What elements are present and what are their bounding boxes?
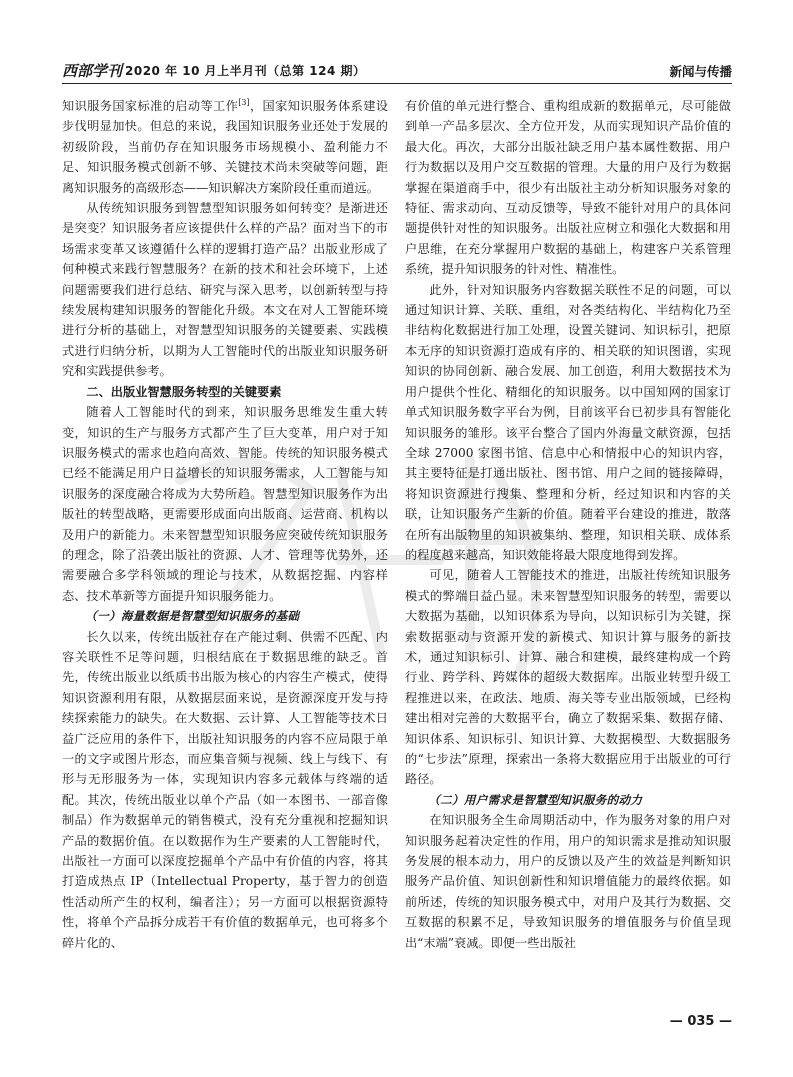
right-column xyxy=(405,96,731,953)
paragraph: 知识服务国家标准的启动等工作[3]，国家知识服务体系建设步伐明显加快。但总的来说，我国知识服务业还处于发展的初级阶段，当前仍存在知识服务市场规模小、盈利能力不足、知识服务模式创新不够、关键技术尚未突破等问题，距离知识服务的高级形态——知识解决方案阶段任重而道远。 xyxy=(62,97,389,195)
paragraph: 可见，随着人工智能技术的推进，出版社传统知识服务模式的弊端日益凸显。未来智慧型知识服务的转型，需要以大数据为基础，以知识体系为导向，以知识标引为关键，探索数据驱动与资源开发的新模式、知识计算与服务的新技术，通过知识标引、计算、融合和建模，最终建构成一个跨行业、跨学科、跨媒体的超级大数据库。出版业转型升级工程推进以来，在政法、地质、海关等专业出版领域，已经构建出相对完善的大数据平台，确立了数据采集、数据存储、知识体系、知识标引、知识计算、大数据模型、大数据服务的“七步法”原理，探索出一条将大数据应用于出版业的可行路径。 xyxy=(405,568,731,787)
paragraph: 随着人工智能时代的到来，知识服务思维发生重大转变，知识的生产与服务方式都产生了巨大变革，用户对于知识服务模式的需求也趋向高效、智能。传统的知识服务模式已经不能满足用户日益增长的知识服务需求，人工智能与知识服务的深度融合将成为大势所趋。智慧型知识服务作为出版社的转型战略，更需要形成面向出版商、运营商、机构以及用户的新能力。未来智慧型知识服务应突破传统知识服务的理念，除了沿袭出版社的资源、人才、管理等优势外，还需要融合多学科领域的理论与技术，从数据挖掘、内容样态、技术革新等方面提升知识服务能力。 xyxy=(62,405,388,603)
paragraph: 从传统知识服务到智慧型知识服务如何转变？是渐进还是突变？知识服务者应该提供什么样的产品？面对当下的市场需求变革又该遵循什么样的逻辑打造产品？出版业形成了何种模式来践行智慧服务？在新的技术和社会环境下，上述问题需要我们进行总结、研究与深入思考，以创新转型与持续发展构建知识服务的智能化升级。本文在对人工智能环境进行分析的基础上，对智慧型知识服务的关键要素、实践模式进行归纳分析，以期为人工智能时代的出版业知识服务研究和实践提供参考。 xyxy=(62,201,388,379)
paragraph: 在知识服务全生命周期活动中，作为服务对象的用户对知识服务起着决定性的作用，用户的知识需求是推动知识服务发展的根本动力，用户的反馈以及产生的效益是判断知识服务产品价值、知识创新性和知识增值能力的最终依据。如前所述，传统的知识服务模式中，对用户及其行为数据、交互数据的积累不足，导致知识服务的增值服务与价值呈现出“末端”衰减。即便一些出版社 xyxy=(405,813,731,950)
left-column xyxy=(62,96,388,953)
paragraph: 有价值的单元进行整合、重构组成新的数据单元，尽可能做到单一产品多层次、全方位开发，从而实现知识产品价值的最大化。再次，大部分出版社缺乏用户基本属性数据、用户行为数据以及用户交互数据的管理。大量的用户及行为数据掌握在渠道商手中，很少有出版社主动分析知识服务对象的特征、需求动向、互动反馈等，导致不能针对用户的具体问题提供针对性的知识服务。出版社应树立和强化大数据和用户思维，在充分掌握用户数据的基础上，构建客户关系管理系统，提升知识服务的针对性、精准性。 xyxy=(405,99,731,277)
section-heading: 二、出版业智慧服务转型的关键要素 xyxy=(86,384,282,399)
page-number: — 035 — xyxy=(669,1014,732,1029)
subsection-heading: （二）用户需求是智慧型知识服务的动力 xyxy=(428,792,643,807)
journal-logo: 西部学刊 xyxy=(62,62,123,80)
subsection-heading: （一）海量数据是智慧型知识服务的基础 xyxy=(85,609,300,624)
section-name: 新闻与传播 xyxy=(669,64,732,79)
paragraph: 此外，针对知识服务内容数据关联性不足的问题，可以通过知识计算、关联、重组，对各类结构化、半结构化乃至非结构化数据进行加工处理，设置关键词、知识标引，把原本无序的知识资源打造成有序的、相关联的知识图谱，实现知识的协同创新、融合发展、加工创造，利用大数据技术为用户提供个性化、精细化的知识服务。以中国知网的国家订单式知识服务数字平台为例，目前该平台已初步具有智能化知识服务的雏形。该平台整合了国内外海量文献资源，包括全球 27000 家图书馆、信息中心和情报中心的知识内容，其主要特征是打通出版社、图书馆、用户之间的链接障碍，将知识资源进行搜集、整理和分析，经过知识和内容的关联，让知识服务产生新的价值。随着平台建设的推进，散落在所有出版物里的知识被集纳、整理，知识相关联、成体系的程度越来越高，知识效能将最大限度地得到发挥。 xyxy=(405,282,731,562)
issue-info: 2020 年 10 月上半月刊（总第 124 期） xyxy=(125,64,366,78)
page-header xyxy=(62,59,732,84)
paragraph: 长久以来，传统出版社存在产能过剩、供需不匹配、内容关联性不足等问题，归根结底在于数据思维的缺乏。首先，传统出版业以纸质书出版为核心的内容生产模式，使得知识资源利用有限，从数据层面来说，是资源深度开发与持续探索能力的缺失。在大数据、云计算、人工智能等技术日益广泛应用的条件下，出版社知识服务的内容不应局限于单一的文字或图片形态，而应集音频与视频、线上与线下、有形与无形服务为一体，实现知识内容多元载体与终端的适配。其次，传统出版业以单个产品（如一本图书、一部音像制品）作为数据单元的销售模式，没有充分重视和挖掘知识产品的数据价值。在以数据作为生产要素的人工智能时代，出版社一方面可以深度挖掘单个产品中有价值的内容，将其打造成热点 IP（Intellectual Property，基于智力的创造性活动所产生的权利，编者注）；另一方面可以根据资源特性，将单个产品拆分成若干有价值的数据单元，也可将多个碎片化的、 xyxy=(62,629,388,950)
citation-ref: [3] xyxy=(238,97,250,107)
